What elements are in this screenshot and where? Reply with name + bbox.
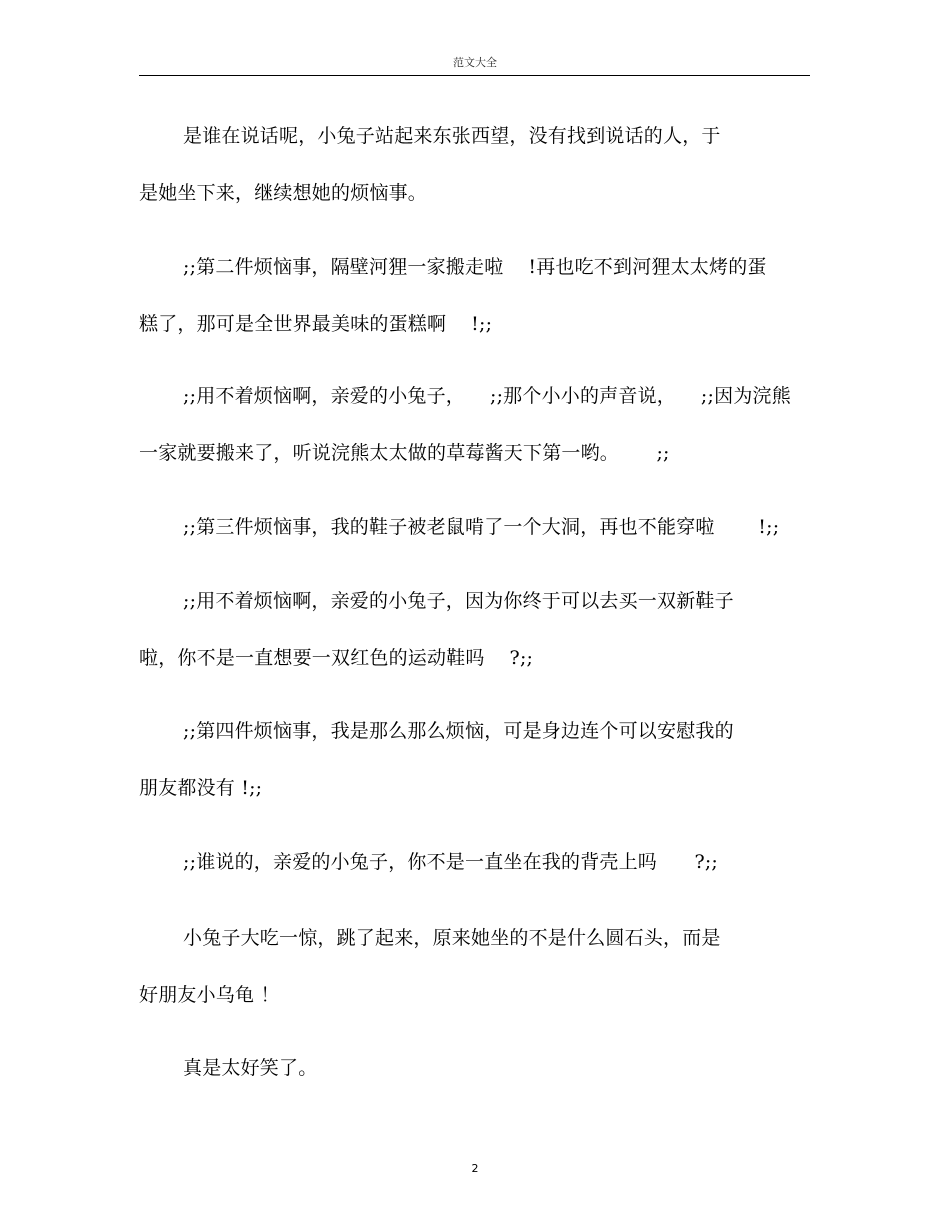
paragraph-line: 朋友都没有 !;; xyxy=(139,777,263,799)
paragraph-line: ;;谁说的，亲爱的小兔子，你不是一直坐在我的背壳上吗 ?;; xyxy=(183,851,719,873)
paragraph-line: 啦，你不是一直想要一双红色的运动鞋吗 ?;; xyxy=(139,647,534,669)
paragraph-line: ;;第四件烦恼事，我是那么那么烦恼，可是身边连个可以安慰我的 xyxy=(183,720,734,742)
header-divider xyxy=(139,75,810,76)
paragraph-line: 是她坐下来，继续想她的烦恼事。 xyxy=(139,182,428,204)
paragraph-line: ;;用不着烦恼啊，亲爱的小兔子，因为你终于可以去买一双新鞋子 xyxy=(183,590,734,612)
paragraph-line: 糕了，那可是全世界最美味的蛋糕啊 !;; xyxy=(139,313,493,335)
header-title: 范文大全 xyxy=(453,56,497,69)
paragraph-line: 好朋友小乌龟 ！ xyxy=(139,984,280,1006)
paragraph-line: ;;第二件烦恼事，隔壁河狸一家搬走啦 !再也吃不到河狸太太烤的蛋 xyxy=(183,256,767,278)
paragraph-line: ;;第三件烦恼事，我的鞋子被老鼠啃了一个大洞，再也不能穿啦 !;; xyxy=(183,516,780,538)
page-number: 2 xyxy=(471,1162,479,1175)
paragraph-line: ;;用不着烦恼啊，亲爱的小兔子， ;;那个小小的声音说， ;;因为浣熊 xyxy=(183,385,791,407)
paragraph-line: 真是太好笑了。 xyxy=(183,1057,318,1079)
paragraph-line: 是谁在说话呢，小兔子站起来东张西望，没有找到说话的人，于 xyxy=(183,125,721,147)
paragraph-line: 小兔子大吃一惊，跳了起来，原来她坐的不是什么圆石头，而是 xyxy=(183,927,721,949)
paragraph-line: 一家就要搬来了，听说浣熊太太做的草莓酱天下第一哟。 ;; xyxy=(139,442,670,464)
